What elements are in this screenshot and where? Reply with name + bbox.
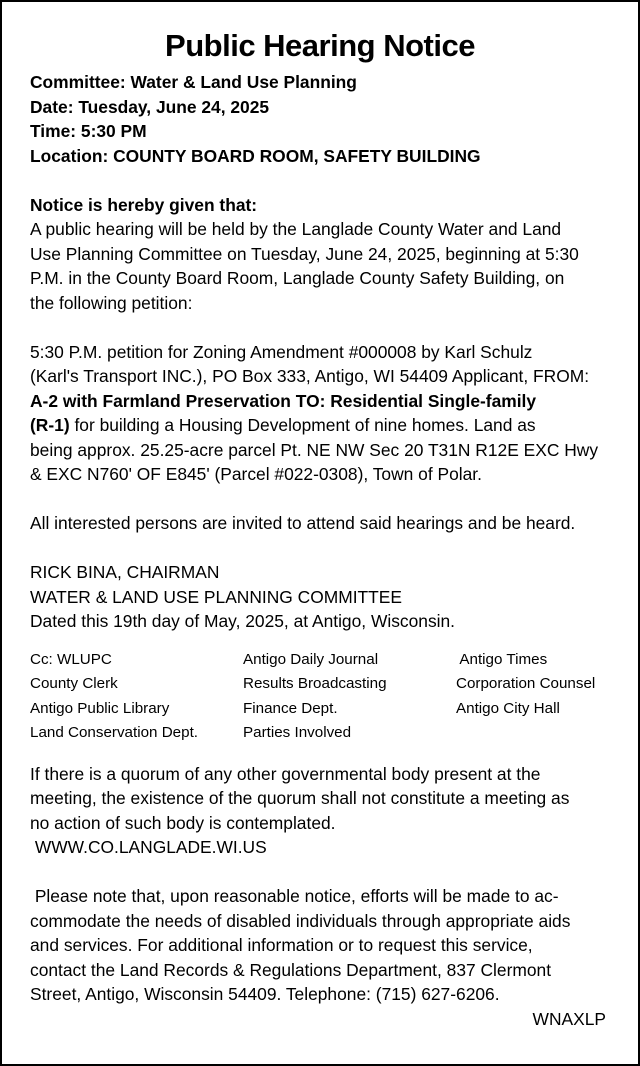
cc-item: Results Broadcasting [243, 675, 387, 692]
location-line: Location: COUNTY BOARD ROOM, SAFETY BUILDING [30, 145, 481, 166]
cc-item: Finance Dept. [243, 699, 338, 717]
intro-line: P.M. in the County Board Room, Langlade County Safety Building, on [30, 268, 565, 288]
accommodation-line: Street, Antigo, Wisconsin 54409. Telephone: (715) 627-6206. [30, 984, 500, 1004]
cc-empty [456, 721, 616, 746]
cc-item: County Clerk [30, 675, 118, 692]
cc-item: Antigo Times [456, 650, 548, 668]
chairman-name: RICK BINA, CHAIRMAN [30, 562, 220, 582]
spacer [30, 536, 610, 561]
cc-item: Corporation Counsel [456, 675, 596, 692]
quorum-line: meeting, the existence of the quorum shall not constitute a meeting as [30, 788, 570, 808]
petition-line [30, 413, 610, 438]
website-line: WWW.CO.LANGLADE.WI.US [30, 837, 267, 857]
date-line: Date: Tuesday, June 24, 2025 [30, 96, 270, 117]
dated-line: Dated this 19th day of May, 2025, at Antigo, Wisconsin. [30, 611, 456, 631]
accommodation-block [30, 884, 610, 1007]
spacer [30, 860, 610, 885]
intro-line: A public hearing will be held by the Langlade County Water and Land [30, 219, 562, 239]
cc-item: Antigo Public Library [30, 699, 170, 717]
petition-line: (Karl's Transport INC.), PO Box 333, Antigo, WI 54409 Applicant, FROM: [30, 366, 590, 386]
committee-line: Committee: Water & Land Use Planning [30, 72, 357, 92]
cc-item: Cc: WLUPC [30, 650, 112, 668]
header-block [30, 70, 610, 168]
intro-block [30, 193, 610, 316]
spacer [30, 315, 610, 340]
petition-zoning-line: A-2 with Farmland Preservation TO: Residential Single-family [30, 390, 537, 411]
quorum-line: no action of such body is contemplated. [30, 812, 336, 833]
accommodation-line: and services. For additional information or to request this service, [30, 935, 533, 955]
notice-title: Public Hearing Notice [165, 28, 475, 63]
petition-line: 5:30 P.M. petition for Zoning Amendment #000008 by Karl Schulz [30, 341, 533, 362]
quorum-block [30, 762, 610, 860]
accommodation-line: commodate the needs of disabled individuals through appropriate aids [30, 910, 571, 931]
cc-item: Land Conservation Dept. [30, 724, 199, 741]
spacer [30, 487, 610, 512]
cc-item: Antigo City Hall [456, 699, 560, 717]
accommodation-line: Please note that, upon reasonable notice, efforts will be made to ac- [30, 886, 559, 906]
quorum-line: If there is a quorum of any other governmental body present at the [30, 763, 541, 784]
zoning-code: (R-1) [30, 415, 70, 435]
intro-line: the following petition: [30, 292, 193, 313]
petition-line: being approx. 25.25-acre parcel Pt. NE NW Sec 20 T31N R12E EXC Hwy [30, 439, 599, 460]
petition-text: for building a Housing Development of nine homes. Land as [69, 415, 536, 435]
cc-list [30, 648, 610, 746]
spacer [30, 168, 610, 193]
time-line: Time: 5:30 PM [30, 121, 147, 141]
intro-line: Use Planning Committee on Tuesday, June 24, 2025, beginning at 5:30 [30, 243, 579, 264]
signature-block [30, 560, 610, 634]
invitation-line: All interested persons are invited to attend said hearings and be heard. [30, 513, 576, 533]
footer-code: WNAXLP [532, 1008, 606, 1029]
committee-name: WATER & LAND USE PLANNING COMMITTEE [30, 586, 403, 607]
petition-line: & EXC N760' OF E845' (Parcel #022-0308), Town of Polar. [30, 464, 482, 484]
petition-block [30, 340, 610, 487]
cc-item: Antigo Daily Journal [243, 650, 379, 668]
cc-item: Parties Involved [243, 724, 352, 741]
notice-heading: Notice is hereby given that: [30, 194, 258, 215]
accommodation-line: contact the Land Records & Regulations Department, 837 Clermont [30, 959, 552, 980]
